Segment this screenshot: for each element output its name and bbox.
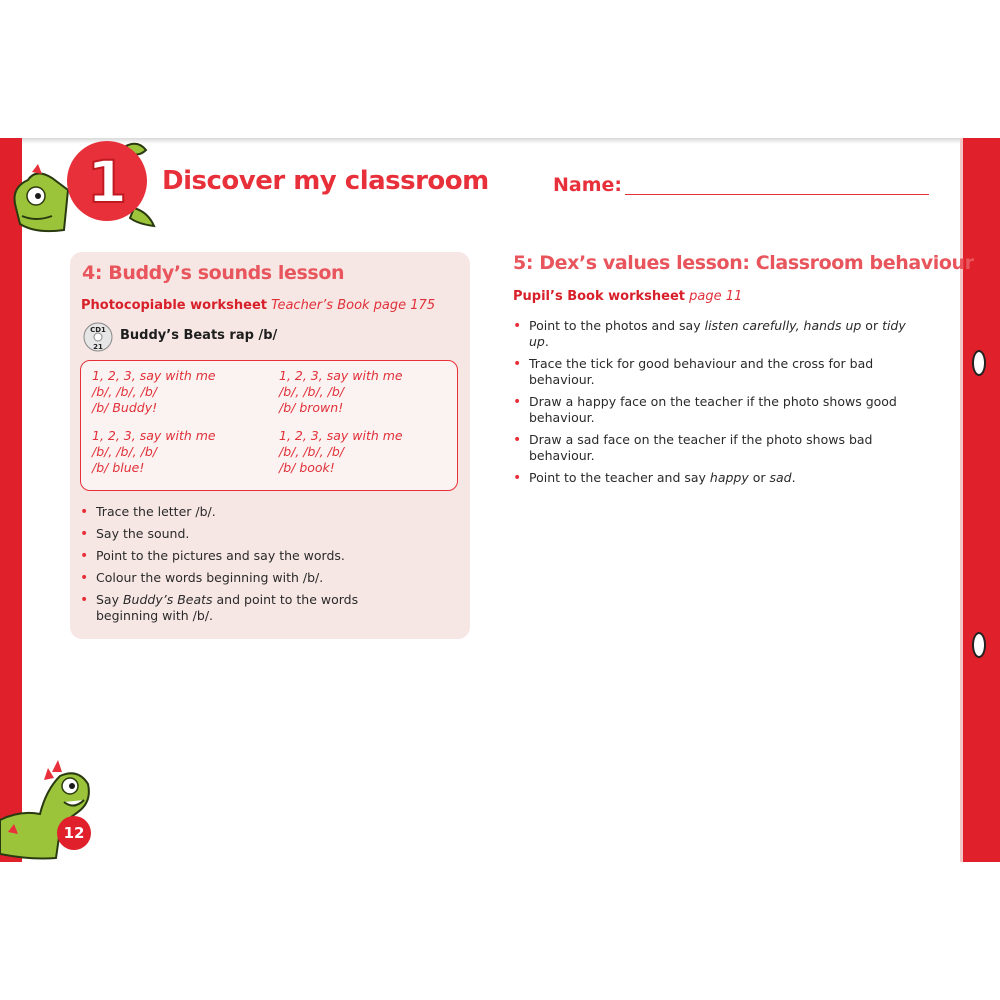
worksheet-label: Pupil’s Book worksheet (513, 289, 685, 304)
right-red-border (963, 138, 1000, 862)
verse-line: /b/ book! (279, 460, 335, 475)
name-field-line[interactable] (625, 194, 929, 195)
list-item: • Say Buddy’s Beats and point to the words beginning with /b/. (80, 592, 420, 624)
verse-line: 1, 2, 3, say with me (279, 428, 403, 443)
verse-line: 1, 2, 3, say with me (279, 368, 403, 383)
verse-line: 1, 2, 3, say with me (92, 368, 216, 383)
verse-1 (92, 368, 216, 416)
page-title: Discover my classroom (162, 166, 489, 196)
cd-track: 21 (93, 343, 103, 351)
punch-hole-icon (972, 632, 986, 658)
list-item: • Colour the words beginning with /b/. (80, 570, 420, 586)
verse-line: /b/, /b/, /b/ (92, 444, 157, 459)
worksheet-label: Photocopiable worksheet (81, 298, 267, 313)
list-item: • Point to the pictures and say the words. (80, 548, 420, 564)
rap-title: Buddy’s Beats rap /b/ (120, 328, 278, 343)
list-item: • Draw a happy face on the teacher if the photo shows good behaviour. (513, 394, 913, 426)
sounds-worksheet-ref (81, 298, 435, 313)
verse-line: /b/, /b/, /b/ (279, 444, 344, 459)
verse-line: 1, 2, 3, say with me (92, 428, 216, 443)
values-worksheet-ref (513, 289, 742, 304)
punch-hole-icon (972, 350, 986, 376)
list-item: • Trace the letter /b/. (80, 504, 420, 520)
values-lesson-heading: 5: Dex’s values lesson: Classroom behaviour (513, 252, 974, 274)
list-item: • Point to the photos and say listen carefully, hands up or tidy up. (513, 318, 913, 350)
sounds-lesson-steps (80, 504, 420, 630)
verse-line: /b/ blue! (92, 460, 145, 475)
verse-line: /b/, /b/, /b/ (279, 384, 344, 399)
unit-number: 1 (86, 148, 128, 216)
verse-line: /b/, /b/, /b/ (92, 384, 157, 399)
list-item: • Draw a sad face on the teacher if the photo shows bad behaviour. (513, 432, 913, 464)
unit-number-badge (64, 138, 150, 224)
verse-line: /b/ brown! (279, 400, 344, 415)
list-item: • Point to the teacher and say happy or sad. (513, 470, 913, 486)
list-item: • Say the sound. (80, 526, 420, 542)
cd-icon (83, 322, 113, 352)
verse-3 (92, 428, 216, 476)
values-lesson-steps (513, 318, 913, 492)
worksheet-page-ref: Teacher’s Book page 175 (271, 298, 436, 313)
verse-4 (279, 428, 403, 476)
sounds-lesson-panel (70, 252, 470, 639)
verse-2 (279, 368, 403, 416)
sounds-lesson-heading: 4: Buddy’s sounds lesson (82, 262, 345, 284)
cd-label: CD1 (90, 326, 106, 334)
name-label: Name: (553, 174, 623, 196)
list-item: • Trace the tick for good behaviour and the cross for bad behaviour. (513, 356, 913, 388)
verse-line: /b/ Buddy! (92, 400, 158, 415)
worksheet-page (0, 138, 1000, 862)
worksheet-page-ref: page 11 (689, 289, 743, 304)
page-number: 12 (57, 816, 91, 850)
rap-lyrics-box (80, 360, 458, 491)
